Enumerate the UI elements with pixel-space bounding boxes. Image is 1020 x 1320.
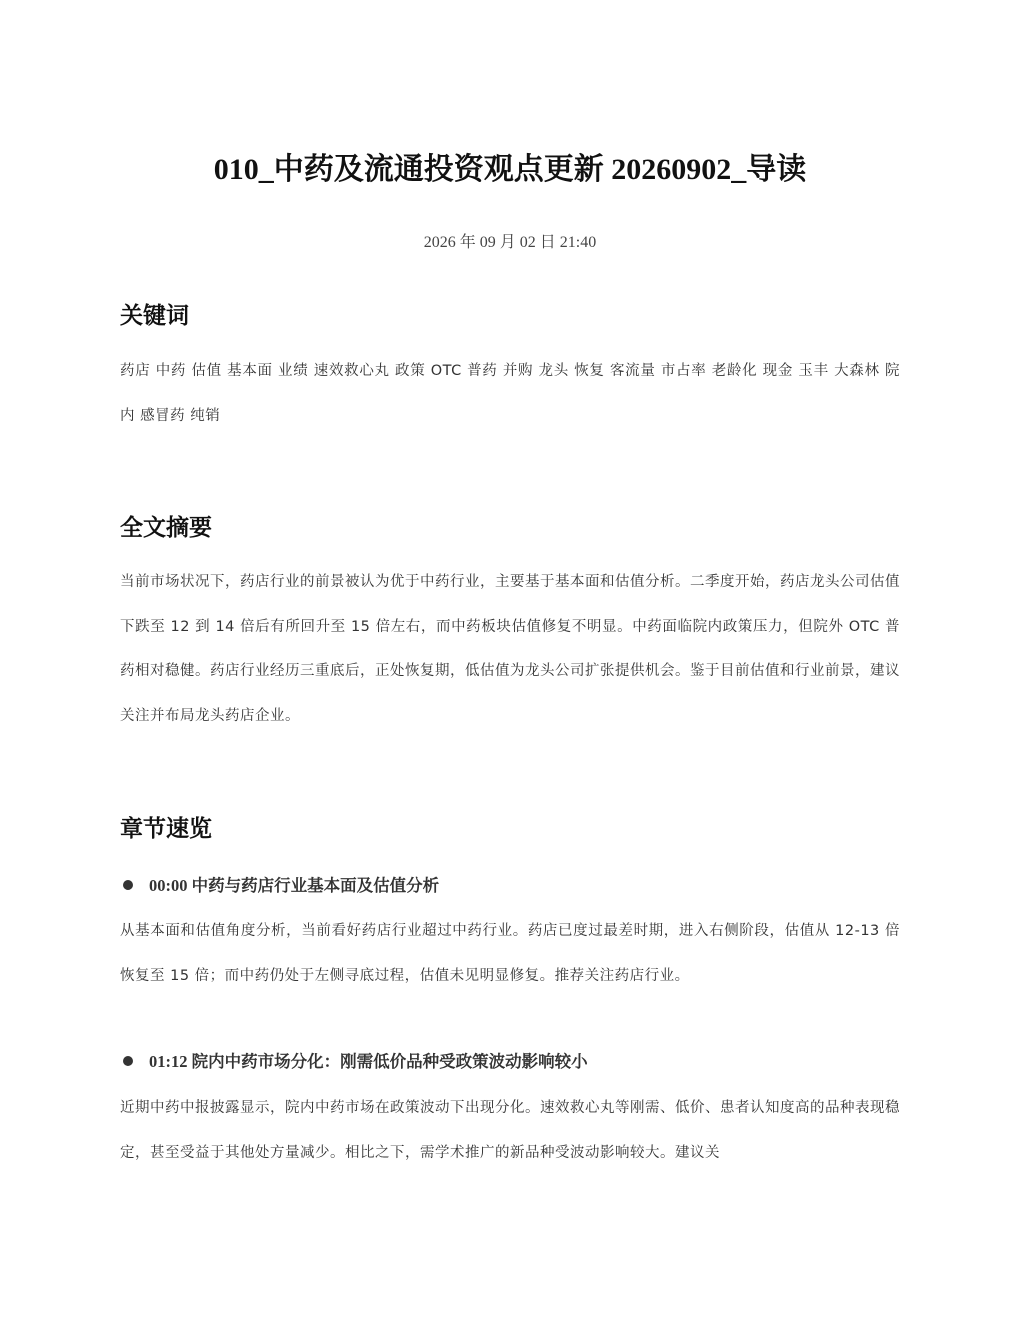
chapter-title-text: 01:12 院内中药市场分化：刚需低价品种受政策波动影响较小 — [149, 1052, 588, 1071]
summary-heading: 全文摘要 — [120, 515, 212, 541]
bullet-icon — [123, 880, 133, 890]
keywords-text: 药店 中药 估值 基本面 业绩 速效救心丸 政策 OTC 普药 并购 龙头 恢复 客流量 市占率 老龄化 现金 玉丰 大森林 院内 感冒药 纯销 — [120, 363, 900, 424]
chapters-heading: 章节速览 — [120, 816, 212, 842]
document-date: 2026 年 09 月 02 日 21:40 — [423, 234, 597, 251]
bullet-icon — [123, 1056, 133, 1066]
chapter-item-title — [120, 874, 900, 898]
summary-text: 当前市场状况下，药店行业的前景被认为优于中药行业，主要基于基本面和估值分析。二季度开始，药店龙头公司估值下跌至 12 到 14 倍后有所回升至 15 倍左右，而中药板块估值修复不明显。中药面临院内政策压力，但院外 OTC 普药相对稳健。药店行业经历三重底后，正处恢复期，低估值为龙头公司扩张提供机会。鉴于目前估值和行业前景，建议关注并布局龙头药店企业。 — [120, 574, 900, 724]
chapter-item-title — [120, 1050, 900, 1074]
chapter-item-text: 从基本面和估值角度分析，当前看好药店行业超过中药行业。药店已度过最差时期，进入右侧阶段，估值从 12-13 倍恢复至 15 倍；而中药仍处于左侧寻底过程，估值未见明显修复。推荐关注药店行业。 — [120, 923, 900, 984]
keywords-heading: 关键词 — [120, 303, 189, 329]
chapter-title-text: 00:00 中药与药店行业基本面及估值分析 — [149, 876, 440, 895]
document-title: 010_中药及流通投资观点更新 20260902_导读 — [213, 153, 807, 186]
chapter-item-text: 近期中药中报披露显示，院内中药市场在政策波动下出现分化。速效救心丸等刚需、低价、患者认知度高的品种表现稳定，甚至受益于其他处方量减少。相比之下，需学术推广的新品种受波动影响较大。建议关 — [120, 1100, 900, 1161]
